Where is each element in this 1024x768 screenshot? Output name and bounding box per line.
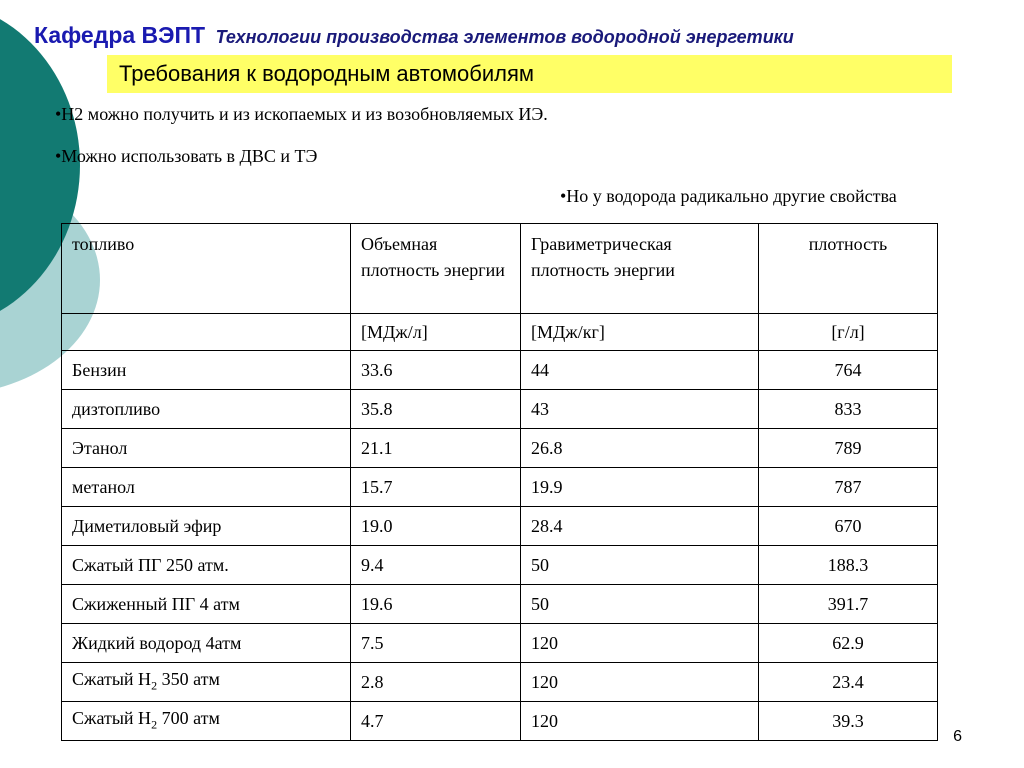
slide-header — [34, 22, 794, 49]
volumetric-density: 4.7 — [351, 702, 521, 741]
table-row — [62, 507, 938, 546]
bullet-item: •H2 можно получить и из ископаемых и из возобновляемых ИЭ. — [55, 104, 548, 124]
column-header: топливо — [62, 224, 351, 314]
volumetric-density: 21.1 — [351, 429, 521, 468]
density: 670 — [759, 507, 938, 546]
volumetric-density: 33.6 — [351, 351, 521, 390]
density: 764 — [759, 351, 938, 390]
fuel-name-suffix: 700 атм — [157, 707, 220, 728]
unit-cell: [г/л] — [759, 314, 938, 351]
table-row — [62, 663, 938, 702]
gravimetric-density: 28.4 — [521, 507, 759, 546]
density: 787 — [759, 468, 938, 507]
fuel-name: Жидкий водород 4атм — [62, 624, 351, 663]
fuel-name: Этанол — [62, 429, 351, 468]
department-name: Кафедра ВЭПТ — [34, 22, 206, 48]
fuel-name: Диметиловый эфир — [62, 507, 351, 546]
volumetric-density: 19.6 — [351, 585, 521, 624]
volumetric-density: 2.8 — [351, 663, 521, 702]
table-units-row — [62, 314, 938, 351]
table-row — [62, 429, 938, 468]
fuel-name: Сжиженный ПГ 4 атм — [62, 585, 351, 624]
column-header: Объемная плотность энергии — [351, 224, 521, 314]
unit-cell — [62, 314, 351, 351]
fuel-name-prefix: Сжатый H — [72, 668, 152, 689]
density: 789 — [759, 429, 938, 468]
table-row — [62, 624, 938, 663]
density: 62.9 — [759, 624, 938, 663]
unit-cell: [МДж/л] — [351, 314, 521, 351]
table-row — [62, 585, 938, 624]
table-row — [62, 468, 938, 507]
table-header-row — [62, 224, 938, 314]
fuel-properties-table — [61, 223, 938, 741]
density: 391.7 — [759, 585, 938, 624]
volumetric-density: 7.5 — [351, 624, 521, 663]
fuel-name: Бензин — [62, 351, 351, 390]
gravimetric-density: 50 — [521, 546, 759, 585]
volumetric-density: 35.8 — [351, 390, 521, 429]
gravimetric-density: 120 — [521, 624, 759, 663]
fuel-name — [62, 663, 351, 702]
course-topic: Технологии производства элементов водородной энергетики — [215, 27, 794, 47]
table-row — [62, 546, 938, 585]
fuel-name: Сжатый ПГ 250 атм. — [62, 546, 351, 585]
gravimetric-density: 19.9 — [521, 468, 759, 507]
fuel-name: дизтопливо — [62, 390, 351, 429]
gravimetric-density: 43 — [521, 390, 759, 429]
table-row — [62, 702, 938, 741]
density: 188.3 — [759, 546, 938, 585]
table-row — [62, 351, 938, 390]
density: 833 — [759, 390, 938, 429]
gravimetric-density: 120 — [521, 663, 759, 702]
gravimetric-density: 50 — [521, 585, 759, 624]
slide-title: Требования к водородным автомобилям — [107, 55, 952, 93]
gravimetric-density: 44 — [521, 351, 759, 390]
fuel-name-prefix: Сжатый H — [72, 707, 152, 728]
subscript: 2 — [151, 678, 158, 693]
subscript: 2 — [151, 717, 158, 732]
volumetric-density: 19.0 — [351, 507, 521, 546]
fuel-name — [62, 702, 351, 741]
fuel-name: метанол — [62, 468, 351, 507]
bullet-item: •Можно использовать в ДВС и ТЭ — [55, 146, 318, 166]
bullet-item: •Но у водорода радикально другие свойства — [560, 186, 897, 206]
fuel-name-suffix: 350 атм — [157, 668, 220, 689]
column-header: плотность — [759, 224, 938, 314]
density: 23.4 — [759, 663, 938, 702]
gravimetric-density: 26.8 — [521, 429, 759, 468]
unit-cell: [МДж/кг] — [521, 314, 759, 351]
volumetric-density: 15.7 — [351, 468, 521, 507]
volumetric-density: 9.4 — [351, 546, 521, 585]
gravimetric-density: 120 — [521, 702, 759, 741]
page-number: 6 — [953, 728, 962, 745]
column-header: Гравиметрическая плотность энергии — [521, 224, 759, 314]
density: 39.3 — [759, 702, 938, 741]
table-row — [62, 390, 938, 429]
